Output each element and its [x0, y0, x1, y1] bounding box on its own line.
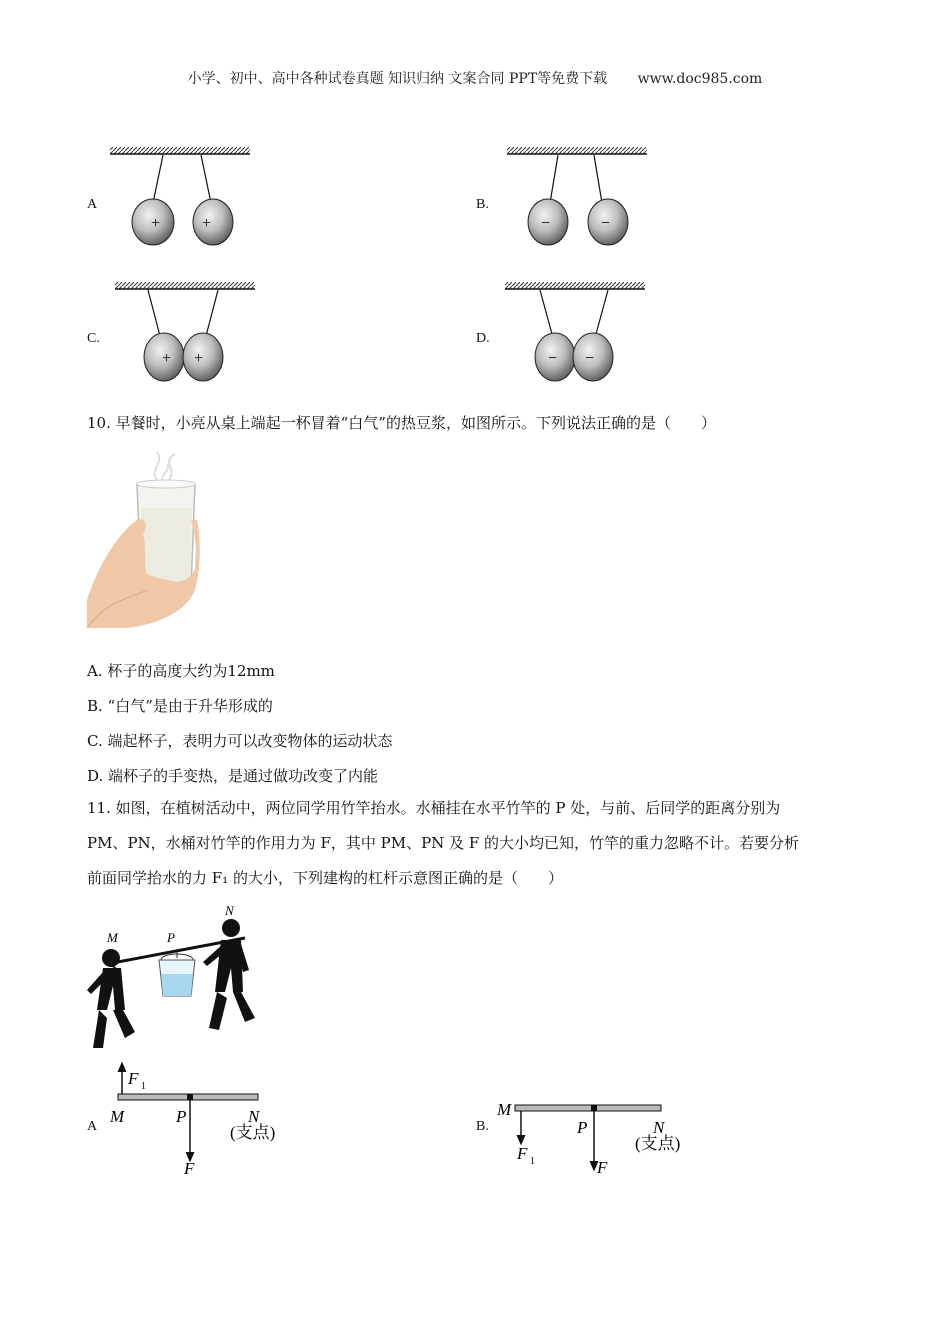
charge-sign: + — [202, 215, 212, 232]
header-url[interactable]: www.doc985.com — [637, 71, 763, 87]
q9-option-d-label[interactable]: D. — [476, 331, 490, 346]
charge-sign: − — [601, 215, 611, 232]
soymilk-photo — [87, 450, 212, 628]
q11-line-1: 11. 如图，在植树活动中，两位同学用竹竿抬水。水桶挂在水平竹竿的 P 处，与前、后同学的距离分别为 — [87, 799, 781, 817]
label-m: M — [497, 1100, 512, 1119]
q9-option-d-figure — [500, 278, 650, 386]
label-n: N — [653, 1118, 665, 1137]
q11-line-2: PM、PN，水桶对竹竿的作用力为 F，其中 PM、PN 及 F 的大小均已知，竹竿的重力忽略不计。若要分析 — [87, 834, 799, 852]
q11-option-a-lever — [100, 1060, 300, 1185]
q10-option-b[interactable]: B. “白气”是由于升华形成的 — [87, 697, 273, 715]
charge-sign: + — [162, 350, 172, 367]
charge-sign: − — [541, 215, 551, 232]
page-header — [0, 68, 950, 88]
label-p: P — [176, 1107, 187, 1126]
q10-stem: 10. 早餐时，小亮从桌上端起一杯冒着“白气”的热豆浆，如图所示。下列说法正确的是（ ） — [87, 414, 716, 432]
carrying-water-figure — [85, 898, 270, 1056]
q9-option-a-label[interactable]: A — [87, 197, 98, 212]
label-p: P — [167, 930, 175, 945]
charge-sign: + — [151, 215, 161, 232]
q9-option-b-label[interactable]: B. — [476, 197, 489, 212]
q11-option-a-label[interactable]: A — [87, 1119, 98, 1134]
charge-sign: + — [194, 350, 204, 367]
q11-option-b-lever — [495, 1095, 695, 1185]
f1-label: F — [128, 1069, 139, 1088]
f1-subscript: 1 — [141, 1081, 146, 1092]
f-label: F — [184, 1159, 195, 1178]
label-m: M — [107, 930, 118, 945]
q10-option-c[interactable]: C. 端起杯子，表明力可以改变物体的运动状态 — [87, 732, 393, 750]
q10-option-d[interactable]: D. 端杯子的手变热，是通过做功改变了内能 — [87, 767, 379, 785]
q11-line-3: 前面同学抬水的力 F₁ 的大小，下列建构的杠杆示意图正确的是（ ） — [87, 869, 563, 887]
q11-option-b-label[interactable]: B. — [476, 1119, 489, 1134]
q9-option-c-label[interactable]: C. — [87, 331, 100, 346]
charge-sign: − — [585, 350, 595, 367]
f1-label: F — [517, 1144, 528, 1163]
charge-sign: − — [548, 350, 558, 367]
f-label: F — [597, 1158, 608, 1177]
label-p: P — [577, 1118, 588, 1137]
q9-option-b-figure — [502, 143, 652, 248]
label-n: N — [248, 1107, 260, 1126]
fulcrum-label: (支点) — [230, 1123, 276, 1142]
fulcrum-label: (支点) — [635, 1134, 681, 1153]
header-text: 小学、初中、高中各种试卷真题 知识归纳 文案合同 PPT等免费下载 — [187, 71, 608, 87]
q9-option-a-figure — [105, 143, 255, 248]
q9-option-c-figure — [110, 278, 260, 386]
label-n: N — [225, 903, 234, 918]
f1-subscript: 1 — [530, 1156, 535, 1167]
label-m: M — [110, 1107, 125, 1126]
q10-option-a[interactable]: A. 杯子的高度大约为12mm — [87, 662, 275, 680]
